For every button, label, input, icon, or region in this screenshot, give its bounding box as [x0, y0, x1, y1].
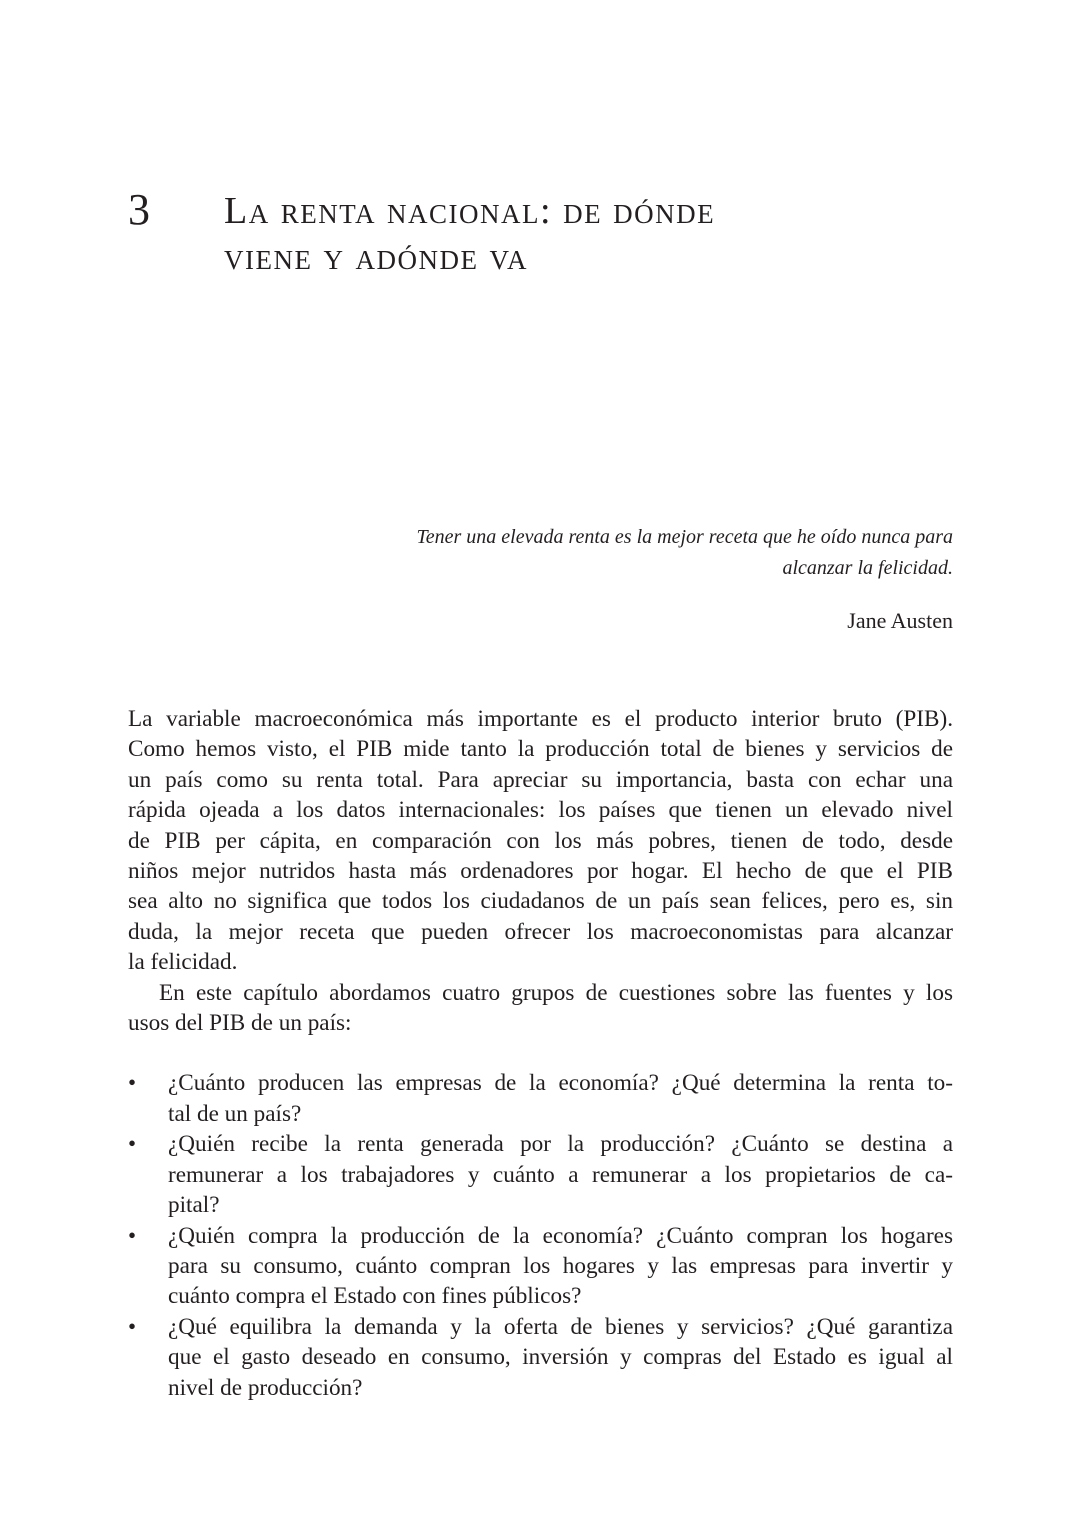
list-item — [128, 1312, 953, 1403]
text-line: que el gasto deseado en consumo, inversión y compras del Estado es igual al — [168, 1344, 953, 1371]
body-text — [128, 704, 953, 1403]
text-line: sea alto no significa que todos los ciudadanos de un país sean felices, pero es, sin — [128, 888, 953, 915]
text-line: la felicidad. — [128, 949, 238, 976]
text-line: cuánto compra el Estado con fines públicos? — [168, 1283, 582, 1310]
epigraph — [313, 522, 953, 636]
list-item — [128, 1129, 953, 1220]
list-item — [128, 1068, 953, 1129]
text-line: niños mejor nutridos hasta más ordenadores por hogar. El hecho de que el PIB — [128, 858, 953, 885]
text-line: ¿Qué equilibra la demanda y la oferta de bienes y servicios? ¿Qué garantiza — [168, 1313, 953, 1340]
bullet-icon: • — [128, 1131, 137, 1157]
text-line: remunerar a los trabajadores y cuánto a remunerar a los propietarios de ca- — [168, 1161, 953, 1188]
text-line: tal de un país? — [168, 1100, 302, 1127]
text-line: La variable macroeconómica más importante es el producto interior bruto (PIB). — [128, 706, 953, 732]
epigraph-quote — [313, 522, 953, 584]
text-line: ¿Quién recibe la renta generada por la producción? ¿Cuánto se destina a — [168, 1131, 953, 1158]
chapter-number: 3 — [128, 185, 150, 234]
text-line: para su consumo, cuánto compran los hogares y las empresas para invertir y — [168, 1252, 953, 1279]
chapter-title — [224, 188, 964, 280]
text-line: pital? — [168, 1192, 220, 1219]
chapter-title-line: viene y adónde va — [224, 236, 528, 278]
epigraph-quote-line: alcanzar la felicidad. — [782, 557, 953, 579]
text-line: Como hemos visto, el PIB mide tanto la producción total de bienes y servicios de — [128, 736, 953, 763]
list-item — [128, 1221, 953, 1312]
text-line: rápida ojeada a los datos internacionales: los países que tienen un elevado nivel — [128, 797, 953, 824]
text-line: un país como su renta total. Para apreciar su importancia, basta con echar una — [128, 766, 953, 793]
text-line: de PIB per cápita, en comparación con los más pobres, tienen de todo, desde — [128, 827, 953, 854]
paragraph-intro — [128, 704, 953, 978]
paragraph-chapter-scope — [128, 978, 953, 1039]
text-line: nivel de producción? — [168, 1374, 363, 1401]
text-line: ¿Cuánto producen las empresas de la economía? ¿Qué determina la renta to- — [168, 1070, 953, 1097]
bullet-icon: • — [128, 1070, 137, 1096]
text-line: usos del PIB de un país: — [128, 1010, 352, 1037]
text-line: En este capítulo abordamos cuatro grupos de cuestiones sobre las fuentes y los — [159, 979, 953, 1006]
epigraph-author: Jane Austen — [847, 608, 953, 633]
question-list — [128, 1068, 953, 1402]
text-line: duda, la mejor receta que pueden ofrecer los macroeconomistas para alcanzar — [128, 918, 953, 945]
bullet-icon: • — [128, 1222, 137, 1248]
text-line: ¿Quién compra la producción de la economía? ¿Cuánto compran los hogares — [168, 1222, 953, 1249]
epigraph-quote-line: Tener una elevada renta es la mejor receta que he oído nunca para — [416, 526, 953, 548]
chapter-title-line: La renta nacional: de dónde — [224, 190, 716, 232]
bullet-icon: • — [128, 1313, 137, 1339]
